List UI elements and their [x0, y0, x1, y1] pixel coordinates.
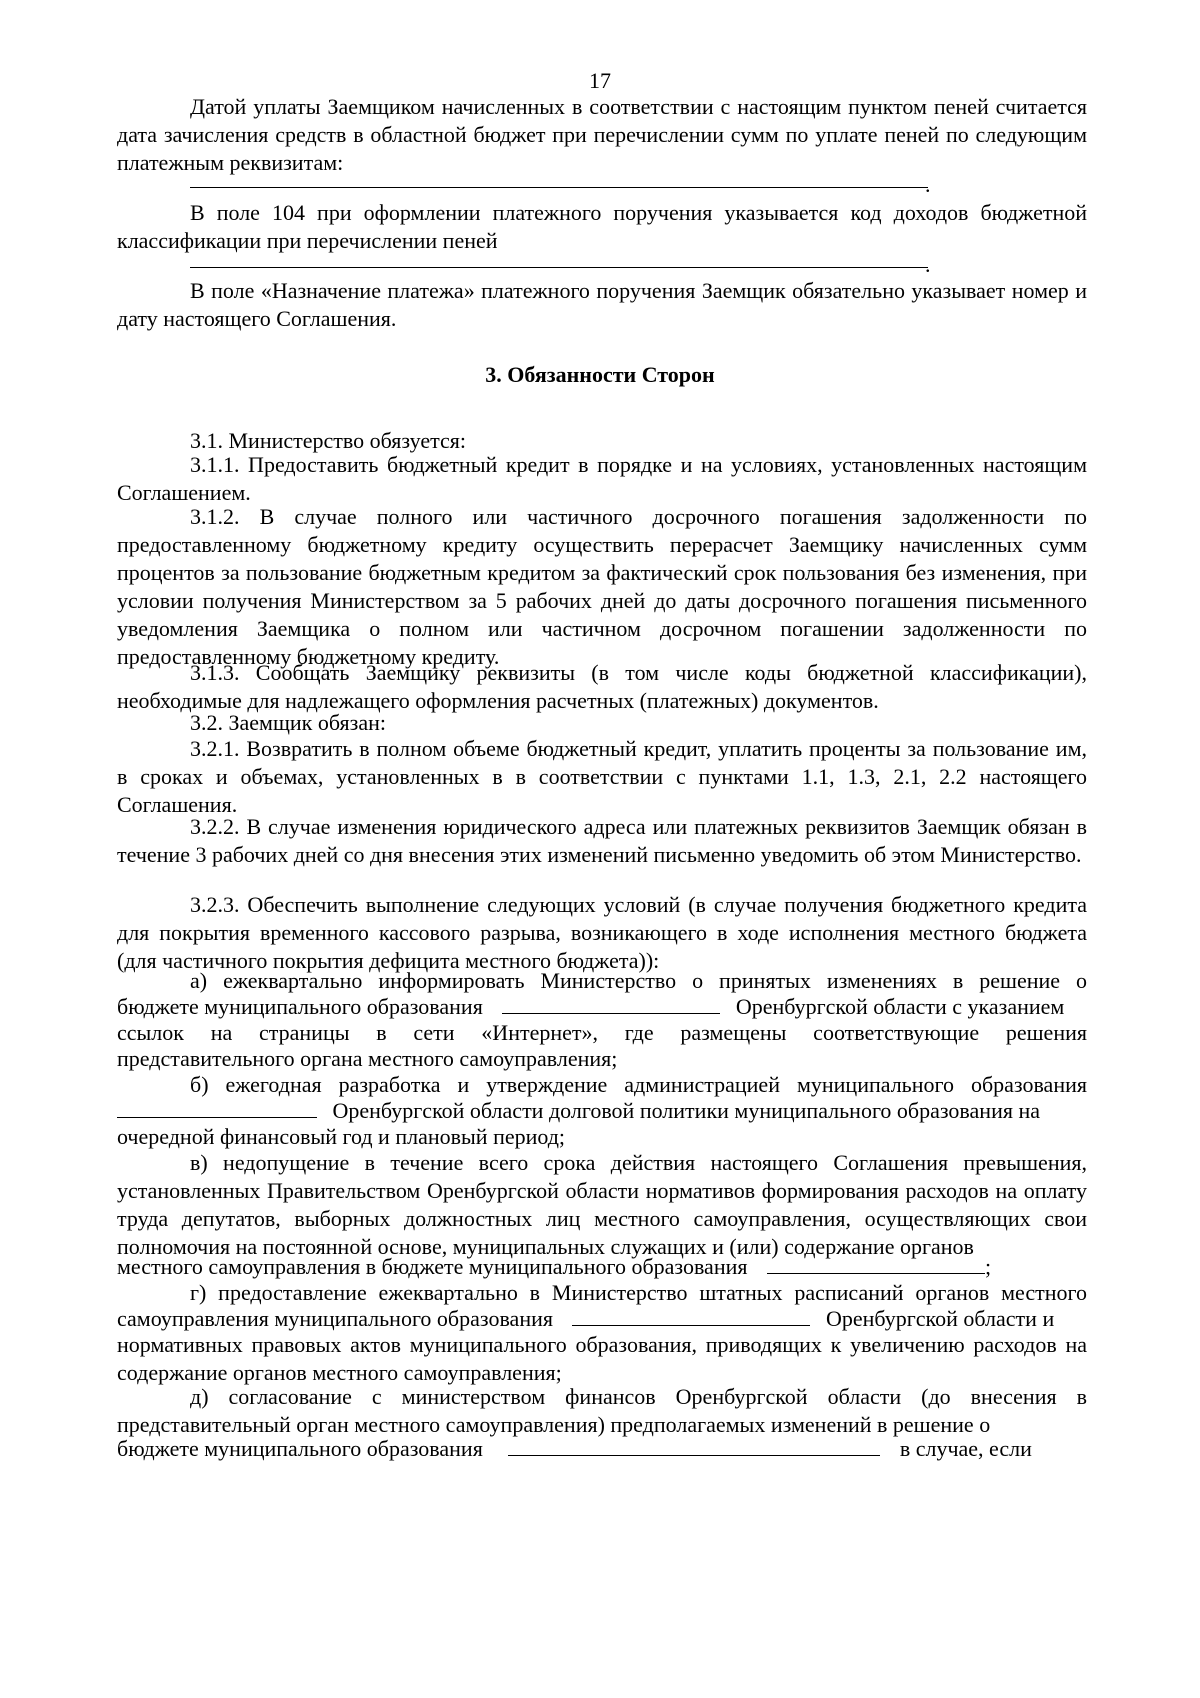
item-a-line-3: ссылок на страницы в сети «Интернет», где размещены соответствующие решения: [117, 1020, 1087, 1045]
item-a-line-2: [117, 993, 1087, 1021]
paragraph-3-2-2: 3.2.2. В случае изменения юридического адреса или платежных реквизитов Заемщик обязан в течение 3 рабочих дней со дня внесения этих изменений письменно уведомить об этом Министерство.: [117, 814, 1087, 867]
item-a-line-1: а) ежеквартально информировать Министерство о принятых изменениях в решение о: [190, 968, 1087, 993]
item-b-text: Оренбургской области долговой политики муниципального образования на: [332, 1098, 1041, 1123]
paragraph-payment-purpose: В поле «Назначение платежа» платежного поручения Заемщик обязательно указывает номер и дату настоящего Соглашения.: [117, 278, 1087, 331]
blank-line-kbk: [190, 266, 928, 268]
item-g-line-2: [117, 1305, 1087, 1333]
paragraph-3-1: 3.1. Министерство обязуется:: [190, 428, 466, 453]
item-a-text-end: Оренбургской области с указанием: [735, 994, 1065, 1019]
item-d-text-mid: бюджете муниципального образования: [117, 1436, 483, 1461]
page-number: 17: [589, 68, 611, 93]
paragraph-field-104: В поле 104 при оформлении платежного поручения указывается код доходов бюджетной классификации при перечислении пеней: [117, 200, 1087, 253]
blank-municipality-name: [117, 1099, 317, 1118]
item-v-text: в) недопущение в течение всего срока действия настоящего Соглашения превышения, установленных Правительством Оренбургской области нормативов формирования расходов на оплату труда депутатов, выборных должностных лиц местного самоуправления, осуществляющих свои полномочия на постоянной основе, муниципальных служащих и (или) содержание органов: [117, 1150, 1087, 1259]
blank-municipality-name: [508, 1437, 880, 1456]
item-v-semicolon: ;: [985, 1254, 992, 1279]
item-b-line-2: [117, 1097, 1087, 1125]
blank-line-end: .: [925, 172, 931, 197]
paragraph-3-1-1: 3.1.1. Предоставить бюджетный кредит в порядке и на условиях, установленных настоящим Соглашением.: [117, 452, 1087, 505]
item-a-line-4: представительного органа местного самоуправления;: [117, 1046, 618, 1071]
paragraph-payment-date: Датой уплаты Заемщиком начисленных в соответствии с настоящим пунктом пеней считается дата зачисления средств в областной бюджет при перечислении сумм по уплате пеней по следующим платежным реквизитам:: [117, 94, 1087, 175]
item-d-text-end: в случае, если: [899, 1436, 1032, 1461]
blank-municipality-name: [572, 1307, 810, 1326]
blank-line-end: .: [925, 252, 931, 277]
item-b-line-3: очередной финансовый год и плановый период;: [117, 1124, 566, 1149]
paragraph-3-1-3: 3.1.3. Сообщать Заемщику реквизиты (в том числе коды бюджетной классификации), необходимые для надлежащего оформления расчетных (платежных) документов.: [117, 660, 1087, 713]
item-g-text: самоуправления муниципального образования: [117, 1306, 553, 1331]
item-g-line-3: нормативных правовых актов муниципального образования, приводящих к увеличению расходов на содержание органов местного самоуправления;: [117, 1332, 1087, 1385]
item-v-text-end: местного самоуправления в бюджете муниципального образования: [117, 1254, 748, 1279]
blank-municipality-name: [767, 1255, 985, 1274]
item-v-line-last: [117, 1253, 1087, 1281]
item-b-line-1: б) ежегодная разработка и утверждение администрацией муниципального образования: [190, 1072, 1087, 1097]
paragraph-3-2: 3.2. Заемщик обязан:: [190, 710, 386, 735]
blank-line-requisites: [190, 186, 928, 188]
item-a-text: бюджете муниципального образования: [117, 994, 483, 1019]
section-heading: 3. Обязанности Сторон: [485, 362, 715, 387]
blank-municipality-name: [502, 995, 720, 1014]
paragraph-3-2-3: 3.2.3. Обеспечить выполнение следующих условий (в случае получения бюджетного кредита для покрытия временного кассового разрыва, возникающего в ходе исполнения местного бюджета (для частичного покрытия дефицита местного бюджета)):: [117, 892, 1087, 973]
item-g-line-1: г) предоставление ежеквартально в Министерство штатных расписаний органов местного: [190, 1280, 1087, 1305]
item-d-line-last: [117, 1435, 1087, 1463]
paragraph-3-2-1: 3.2.1. Возвратить в полном объеме бюджетный кредит, уплатить проценты за пользование им, в сроках и объемах, установленных в в соответствии с пунктами 1.1, 1.3, 2.1, 2.2 настоящего Соглашения.: [117, 736, 1087, 817]
paragraph-3-1-2: 3.1.2. В случае полного или частичного досрочного погашения задолженности по предоставленному бюджетному кредиту осуществить перерасчет Заемщику начисленных сумм процентов за пользование бюджетным кредитом за фактический срок пользования без изменения, при условии получения Министерством за 5 рабочих дней до даты досрочного погашения письменного уведомления Заемщика о полном или частичном досрочном погашении задолженности по предоставленному бюджетному кредиту.: [117, 504, 1087, 669]
item-d-text: д) согласование с министерством финансов Оренбургской области (до внесения в представительный орган местного самоуправления) предполагаемых изменений в решение о: [117, 1384, 1087, 1437]
item-g-text-end: Оренбургской области и: [825, 1306, 1055, 1331]
